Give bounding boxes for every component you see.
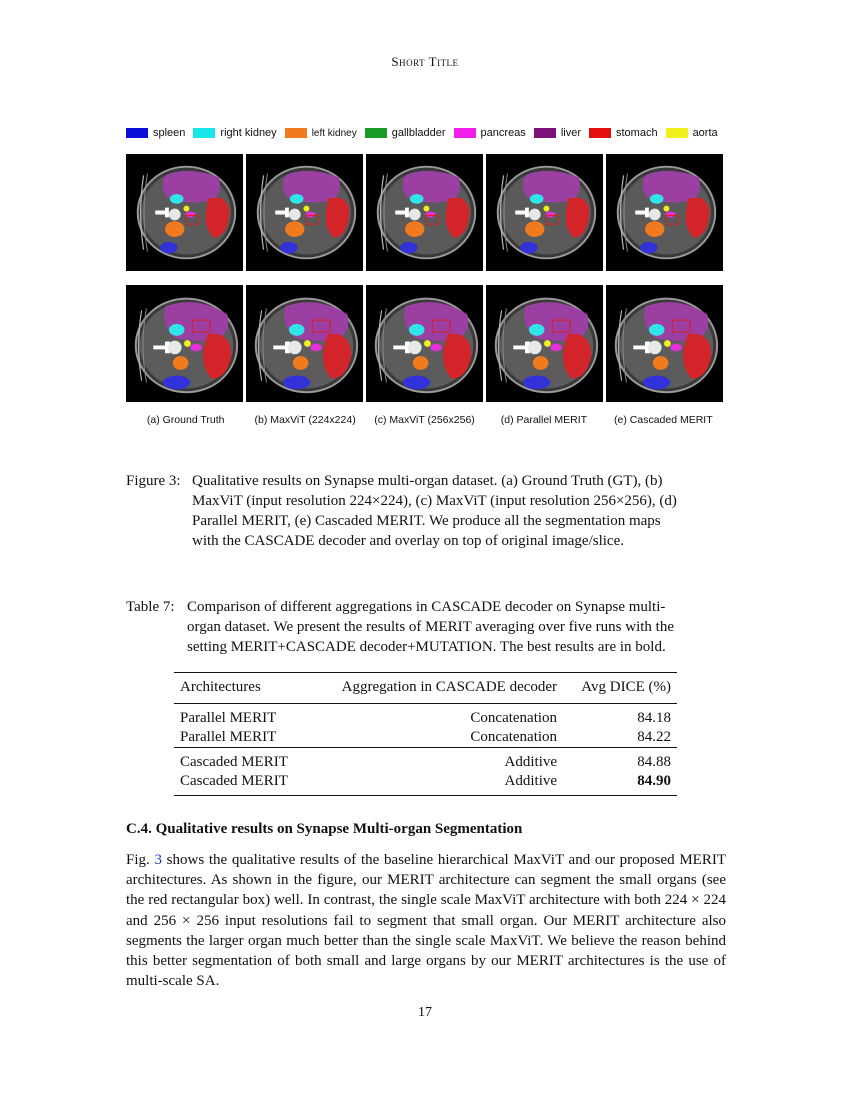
table-cell: Concatenation bbox=[470, 710, 558, 726]
caption-line: Comparison of different aggregations in CASCADE decoder on Synapse multi- bbox=[187, 599, 666, 615]
table-row bbox=[174, 772, 677, 796]
legend-swatch-spleen bbox=[126, 128, 148, 138]
table-cell: Cascaded MERIT bbox=[180, 773, 288, 789]
ct-slice-ground-truth bbox=[126, 154, 243, 271]
ct-slice-parallel-merit bbox=[486, 285, 603, 402]
column-header: Aggregation in CASCADE decoder bbox=[341, 679, 558, 695]
caption-line: organ dataset. We present the results of MERIT averaging over five runs with the bbox=[187, 619, 674, 635]
paragraph-prefix: Fig. bbox=[126, 852, 155, 868]
table-cell: Parallel MERIT bbox=[180, 729, 277, 745]
caption-line: with the CASCADE decoder and overlay on top of original image/slice. bbox=[192, 533, 624, 549]
ct-slice-maxvit-256 bbox=[366, 154, 483, 271]
panel-captions bbox=[126, 414, 723, 426]
ct-slice-maxvit-224 bbox=[246, 154, 363, 271]
legend-item-pancreas bbox=[454, 127, 526, 139]
legend-label: liver bbox=[560, 127, 581, 139]
table-cell: Parallel MERIT bbox=[180, 710, 277, 726]
legend-swatch-right-kidney bbox=[193, 128, 215, 138]
ct-slice-cascaded-merit bbox=[606, 285, 723, 402]
legend-swatch-liver bbox=[534, 128, 556, 138]
organ-legend bbox=[126, 122, 726, 144]
legend-item-liver bbox=[534, 127, 581, 139]
table-cell: 84.18 bbox=[637, 710, 671, 726]
table-caption bbox=[126, 597, 726, 657]
caption-line: setting MERIT+CASCADE decoder+MUTATION. The best results are in bold. bbox=[187, 639, 666, 655]
legend-swatch-stomach bbox=[589, 128, 611, 138]
column-header: Architectures bbox=[180, 679, 261, 695]
panel-caption: (b) MaxViT (224x224) bbox=[254, 414, 356, 426]
table-cell: Additive bbox=[504, 754, 558, 770]
legend-label: left kidney bbox=[311, 127, 357, 139]
legend-item-aorta bbox=[666, 127, 718, 139]
figure-caption-label: Figure 3: bbox=[126, 473, 181, 489]
table-caption-label: Table 7: bbox=[126, 599, 175, 615]
column-header: Avg DICE (%) bbox=[581, 679, 671, 695]
legend-swatch-gallbladder bbox=[365, 128, 387, 138]
ct-slice-ground-truth bbox=[126, 285, 243, 402]
panel-caption: (c) MaxViT (256x256) bbox=[374, 414, 475, 426]
paragraph-text: shows the qualitative results of the baseline hierarchical MaxViT and our proposed MERIT architectures. As shown in the figure, our MERIT architecture can segment the small organs (see the red rectangular box) well. In contrast, the single scale MaxViT architecture with both 224 × 224 and 256 × 256 input resolutions fail to segment that small organ. Our MERIT architecture also segments the larger organ much better than the single scale MaxViT. We believe the reason behind this better segmentation of both small and large organs by our MERIT architectures is the use of multi-scale SA. bbox=[126, 852, 726, 990]
caption-line: Parallel MERIT, (e) Cascaded MERIT. We produce all the segmentation maps bbox=[192, 513, 661, 529]
figure-row-1 bbox=[126, 154, 723, 271]
legend-swatch-pancreas bbox=[454, 128, 476, 138]
table-row bbox=[174, 748, 677, 773]
legend-item-right-kidney bbox=[193, 127, 276, 139]
table-header-row bbox=[174, 673, 677, 704]
panel-caption: (d) Parallel MERIT bbox=[500, 414, 588, 426]
caption-line: MaxViT (input resolution 224×224), (c) MaxViT (input resolution 256×256), (d) bbox=[192, 493, 677, 509]
caption-line: Qualitative results on Synapse multi-organ dataset. (a) Ground Truth (GT), (b) bbox=[192, 473, 663, 489]
ct-slice-maxvit-224 bbox=[246, 285, 363, 402]
table-cell: 84.88 bbox=[637, 754, 671, 770]
results-table bbox=[174, 672, 677, 796]
legend-label: aorta bbox=[692, 127, 718, 139]
table-row bbox=[174, 704, 677, 729]
legend-label: gallbladder bbox=[391, 127, 446, 139]
ct-slice-parallel-merit bbox=[486, 154, 603, 271]
running-head: Short Title bbox=[391, 54, 459, 69]
table-cell: Cascaded MERIT bbox=[180, 754, 288, 770]
panel-caption: (a) Ground Truth bbox=[146, 414, 225, 426]
legend-item-left-kidney bbox=[285, 128, 357, 139]
ct-slice-maxvit-256 bbox=[366, 285, 483, 402]
figure-3 bbox=[126, 122, 726, 426]
legend-item-gallbladder bbox=[365, 127, 446, 139]
legend-item-stomach bbox=[589, 127, 658, 139]
figure-row-2 bbox=[126, 285, 723, 402]
legend-label: pancreas bbox=[480, 127, 526, 139]
legend-label: stomach bbox=[615, 127, 658, 139]
panel-caption: (e) Cascaded MERIT bbox=[614, 414, 713, 426]
legend-item-spleen bbox=[126, 127, 185, 139]
figure-reference-link[interactable]: 3 bbox=[154, 852, 162, 868]
table-cell: Additive bbox=[504, 773, 558, 789]
ct-slice-cascaded-merit bbox=[606, 154, 723, 271]
legend-label: right kidney bbox=[220, 127, 277, 139]
table-row bbox=[174, 728, 677, 748]
legend-swatch-aorta bbox=[666, 128, 688, 138]
legend-label: spleen bbox=[153, 127, 186, 139]
legend-swatch-left-kidney bbox=[285, 128, 307, 138]
page-number: 17 bbox=[418, 1005, 432, 1020]
figure-caption bbox=[126, 471, 726, 551]
table-cell: 84.22 bbox=[637, 729, 671, 745]
best-result-cell: 84.90 bbox=[637, 773, 671, 789]
section-paragraph bbox=[126, 850, 726, 991]
table-cell: Concatenation bbox=[470, 729, 558, 745]
section-heading: C.4. Qualitative results on Synapse Multi-organ Segmentation bbox=[126, 821, 523, 837]
